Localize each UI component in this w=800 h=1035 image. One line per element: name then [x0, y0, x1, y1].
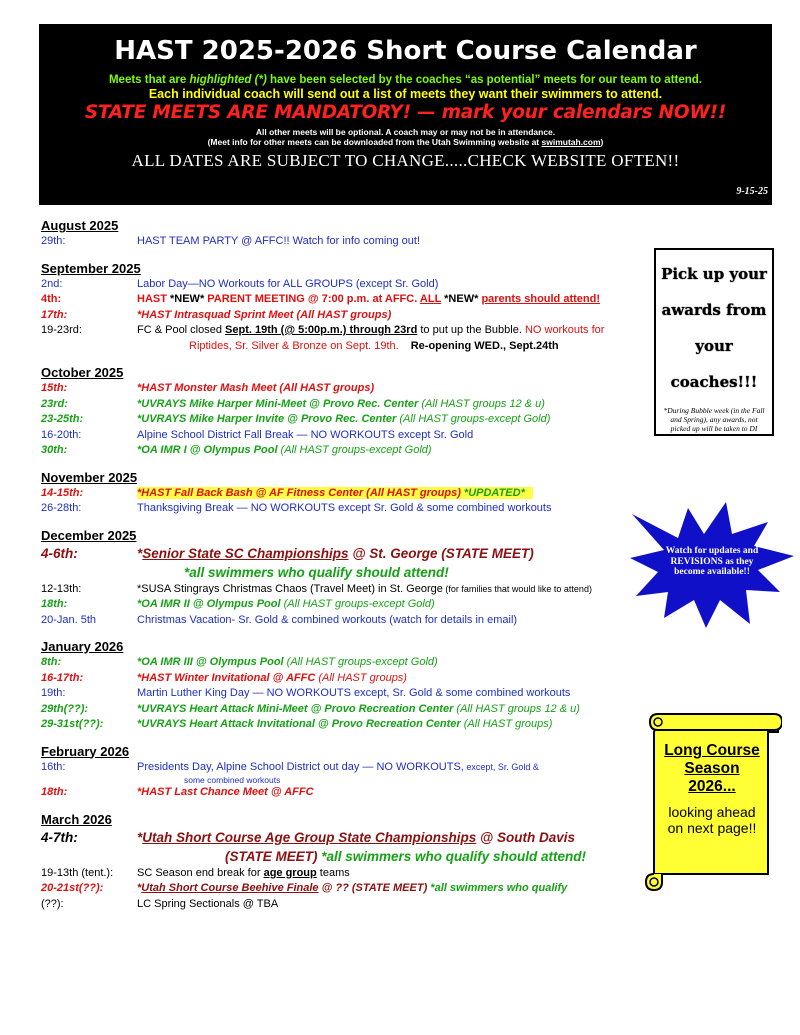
- event-text: [137, 760, 641, 776]
- website-link[interactable]: swimutah.com: [541, 137, 601, 147]
- event-date: 29th:: [41, 235, 66, 247]
- event-part: *HAST Fall Back Bash @ AF Fitness Center (All HAST groups): [137, 486, 461, 499]
- event-date: 20-21st(??):: [41, 882, 104, 894]
- event-date: (??):: [41, 897, 64, 910]
- event-part: Utah Short Course Age Group State Championships: [142, 829, 477, 845]
- long-course-subtitle: looking ahead on next page!!: [667, 804, 757, 836]
- event-date: 14-15th:: [41, 486, 84, 499]
- event-subnote: some combined workouts: [184, 775, 281, 785]
- calendar-event: [41, 613, 641, 629]
- event-part: (for families that would like to attend): [442, 583, 592, 594]
- calendar-event: [41, 486, 641, 502]
- event-date: 18th:: [41, 786, 68, 798]
- awards-line: Pick up your: [661, 265, 767, 283]
- calendar-event: [41, 277, 641, 293]
- event-part: *UVRAYS Heart Attack Mini-Meet @ Provo Recreation Center: [137, 702, 454, 715]
- event-date: 16-17th:: [41, 671, 84, 684]
- calendar-event: [41, 443, 641, 459]
- event-part: age group: [263, 866, 317, 879]
- event-date: 19-13th (tent.):: [41, 866, 114, 879]
- awards-pickup-box: [654, 248, 774, 436]
- month-heading: December 2025: [41, 527, 137, 543]
- event-part: teams: [316, 866, 350, 879]
- event-part: Senior State SC Championships: [142, 545, 349, 561]
- event-part: *: [137, 829, 143, 845]
- event-part: *HAST Winter Invitational @ AFFC: [137, 671, 316, 684]
- event-part: *all swimmers who qualify should attend!: [317, 848, 587, 864]
- event-part: NO workouts for: [524, 324, 605, 336]
- state-qualify-note: *all swimmers who qualify should attend!: [184, 564, 449, 580]
- event-text: *HAST Intrasquad Sprint Meet (All HAST groups): [137, 308, 392, 321]
- event-part: *OA IMR III @ Olympus Pool: [137, 656, 284, 668]
- event-text: [137, 339, 641, 355]
- calendar-event: [41, 597, 641, 613]
- banner-mandatory: STATE MEETS ARE MANDATORY! — mark your calendars NOW!!: [84, 102, 727, 123]
- event-text: [137, 544, 641, 563]
- event-date: 18th:: [41, 598, 68, 610]
- event-part: (All HAST groups 12 & u): [418, 397, 545, 410]
- calendar-event: [41, 292, 641, 308]
- event-part: HAST: [137, 293, 170, 305]
- event-part: to put up the Bubble.: [417, 324, 525, 336]
- event-text: Martin Luther King Day — NO WORKOUTS except, Sr. Gold & some combined workouts: [137, 687, 571, 699]
- event-part: (All HAST groups): [460, 718, 553, 730]
- event-date: 16-20th:: [41, 428, 82, 441]
- event-text: [137, 292, 641, 308]
- event-part: PARENT MEETING @ 7:00 p.m. at AFFC.: [204, 293, 420, 305]
- calendar-event: [41, 686, 641, 702]
- event-text: *HAST Last Chance Meet @ AFFC: [137, 786, 314, 798]
- calendar-event: [41, 897, 641, 913]
- calendar-event-state: [41, 828, 641, 847]
- event-text: Alpine School District Fall Break — NO WORKOUTS except Sr. Gold: [137, 428, 474, 441]
- calendar-event: [41, 397, 641, 413]
- event-part: (All HAST groups-except Gold): [283, 656, 438, 668]
- event-text: LC Spring Sectionals @ TBA: [137, 897, 279, 910]
- revision-date: 9-15-25: [736, 186, 768, 197]
- event-date: 23-25th:: [41, 413, 84, 425]
- event-part: ALL: [419, 293, 442, 305]
- event-part: FC & Pool closed: [137, 324, 226, 336]
- calendar-event: [41, 702, 641, 718]
- event-text: *HAST Monster Mash Meet (All HAST groups): [137, 382, 375, 394]
- event-text: [137, 597, 641, 613]
- calendar-event: [41, 308, 641, 324]
- header-banner: [39, 24, 772, 205]
- calendar-event: [41, 501, 641, 517]
- month-heading: March 2026: [41, 811, 112, 827]
- calendar-event: [41, 323, 641, 339]
- event-part: (STATE MEET): [225, 848, 318, 864]
- event-text: [137, 717, 641, 733]
- event-part: (All HAST groups-except Gold): [277, 444, 432, 456]
- calendar-event: [41, 760, 641, 776]
- event-date: 4th:: [41, 293, 62, 305]
- event-text: [137, 412, 641, 428]
- event-part: *: [137, 882, 142, 894]
- event-date: 30th:: [41, 444, 68, 456]
- event-part: *OA IMR I @ Olympus Pool: [137, 444, 278, 456]
- event-text: HAST TEAM PARTY @ AFFC!! Watch for info coming out!: [137, 235, 420, 247]
- event-part: Utah Short Course Beehive Finale: [141, 882, 319, 894]
- note-text: (Meet info for other meets can be downloaded from the Utah Swimming website at: [207, 137, 542, 147]
- event-part: *NEW*: [441, 293, 482, 305]
- event-text: [137, 881, 641, 897]
- event-text: Thanksgiving Break — NO WORKOUTS except Sr. Gold & some combined workouts: [137, 502, 552, 514]
- awards-line: coaches!!!: [670, 373, 758, 391]
- event-part: *OA IMR II @ Olympus Pool: [137, 598, 281, 610]
- highlight-bar: [137, 487, 533, 499]
- event-part: *: [137, 545, 143, 561]
- calendar-event: [41, 785, 641, 801]
- page-title: HAST 2025-2026 Short Course Calendar: [114, 36, 697, 66]
- note-text: ): [600, 137, 604, 147]
- calendar-event: [41, 582, 641, 598]
- updates-notice: Watch for updates and REVISIONS as they become available!!: [665, 546, 759, 577]
- calendar-event: [41, 655, 641, 671]
- event-part: except, Sr. Gold &: [463, 761, 539, 772]
- event-part: Presidents Day, Alpine School District out day — NO WORKOUTS,: [137, 760, 464, 773]
- event-date: 19th:: [41, 687, 66, 699]
- banner-change-note: ALL DATES ARE SUBJECT TO CHANGE.....CHECK WEBSITE OFTEN!!: [131, 151, 680, 170]
- event-text: [137, 828, 641, 847]
- event-part: SC Season end break for: [137, 866, 264, 879]
- event-part: *all swimmers who qualify: [427, 882, 568, 894]
- month-heading: September 2025: [41, 260, 141, 276]
- event-part: Riptides, Sr. Silver & Bronze on Sept. 19th.: [189, 339, 399, 352]
- calendar-event: [41, 881, 641, 897]
- calendar-event: [41, 866, 641, 882]
- long-course-title: Long Course Season 2026...: [664, 742, 760, 795]
- event-text: [137, 397, 641, 413]
- banner-highlight-note: [39, 74, 772, 86]
- month-heading: February 2026: [41, 743, 130, 759]
- event-date: 15th:: [41, 382, 68, 394]
- event-part: @ ?? (STATE MEET): [318, 882, 428, 894]
- month-heading: October 2025: [41, 365, 124, 380]
- note-text: have been selected by the coaches “as potential” meets for our team to attend.: [266, 74, 703, 86]
- event-part: (All HAST groups 12 & u): [453, 702, 580, 715]
- scroll-bottom-curl: [646, 874, 662, 890]
- event-text: [137, 582, 641, 598]
- event-part: @ South Davis: [476, 829, 575, 845]
- long-course-notice: [660, 742, 764, 836]
- event-text: [137, 323, 641, 339]
- event-date: 4-7th:: [41, 829, 78, 845]
- event-date: 8th:: [41, 656, 62, 668]
- awards-note: *During Bubble week (in the Fall and Spring), any awards, not picked up will be taken to DI: [663, 406, 765, 433]
- state-qualify-note: [41, 847, 641, 866]
- event-part: @ St. George (STATE MEET): [348, 545, 534, 561]
- scroll-top-curl: [650, 714, 782, 730]
- event-part: *UVRAYS Heart Attack Invitational @ Provo Recreation Center: [137, 718, 461, 730]
- month-heading: November 2025: [41, 469, 138, 485]
- calendar-event-state: [41, 544, 641, 563]
- event-text: [137, 702, 641, 718]
- calendar-event: [41, 671, 641, 687]
- event-text: [137, 655, 641, 671]
- event-part: *UVRAYS Mike Harper Mini-Meet @ Provo Rec. Center: [137, 397, 419, 410]
- awards-line: awards from your: [661, 301, 767, 355]
- calendar-event: [41, 717, 641, 733]
- calendar-event: [41, 428, 641, 444]
- event-part: Sept. 19th (@ 5:00p.m.) through 23rd: [225, 324, 418, 336]
- event-text: Labor Day—NO Workouts for ALL GROUPS (except Sr. Gold): [137, 277, 439, 290]
- banner-coach-note: Each individual coach will send out a list of meets they want their swimmers to attend.: [148, 87, 663, 101]
- calendar-event: [41, 234, 641, 250]
- calendar-event-continued: [41, 339, 641, 355]
- calendar-event: [41, 412, 641, 428]
- banner-website-note: [39, 137, 772, 147]
- event-date: 20-Jan. 5th: [41, 613, 97, 626]
- event-part: Re-opening WED., Sept.24th: [410, 339, 559, 352]
- month-heading: August 2025: [41, 218, 119, 233]
- event-part: *UVRAYS Mike Harper Invite @ Provo Rec. Center: [137, 413, 397, 425]
- note-highlight: highlighted (*): [189, 74, 267, 86]
- event-date: 26-28th:: [41, 502, 82, 514]
- event-date: 12-13th:: [41, 582, 82, 595]
- event-part: (All HAST groups): [315, 671, 407, 684]
- event-date: 23rd:: [41, 397, 68, 410]
- note-text: Meets that are: [108, 74, 190, 86]
- calendar-event: [41, 381, 641, 397]
- event-date: 19-23rd:: [41, 324, 82, 336]
- event-date: 17th:: [41, 308, 68, 321]
- event-part: *SUSA Stingrays Christmas Chaos (Travel Meet) in St. George: [137, 582, 443, 595]
- banner-optional-note: All other meets will be optional. A coach may or may not be in attendance.: [255, 127, 556, 137]
- event-text: [137, 671, 641, 687]
- event-part: *NEW*: [170, 293, 205, 305]
- event-text: [137, 486, 641, 502]
- calendar: [41, 218, 641, 912]
- month-heading: January 2026: [41, 639, 124, 654]
- event-part: (All HAST groups-except Gold): [396, 413, 551, 425]
- event-text: [137, 443, 641, 459]
- event-date: 2nd:: [41, 277, 63, 290]
- event-text: Christmas Vacation- Sr. Gold & combined workouts (watch for details in email): [137, 613, 518, 626]
- event-date: 16th:: [41, 760, 66, 773]
- event-text: [137, 866, 641, 882]
- updated-badge: *UPDATED*: [460, 486, 525, 499]
- event-part: parents should attend!: [481, 293, 600, 305]
- event-date: 29-31st(??):: [41, 718, 104, 730]
- event-date: 29th(??):: [41, 702, 89, 715]
- event-date: 4-6th:: [41, 545, 78, 561]
- event-part: (All HAST groups-except Gold): [280, 598, 435, 610]
